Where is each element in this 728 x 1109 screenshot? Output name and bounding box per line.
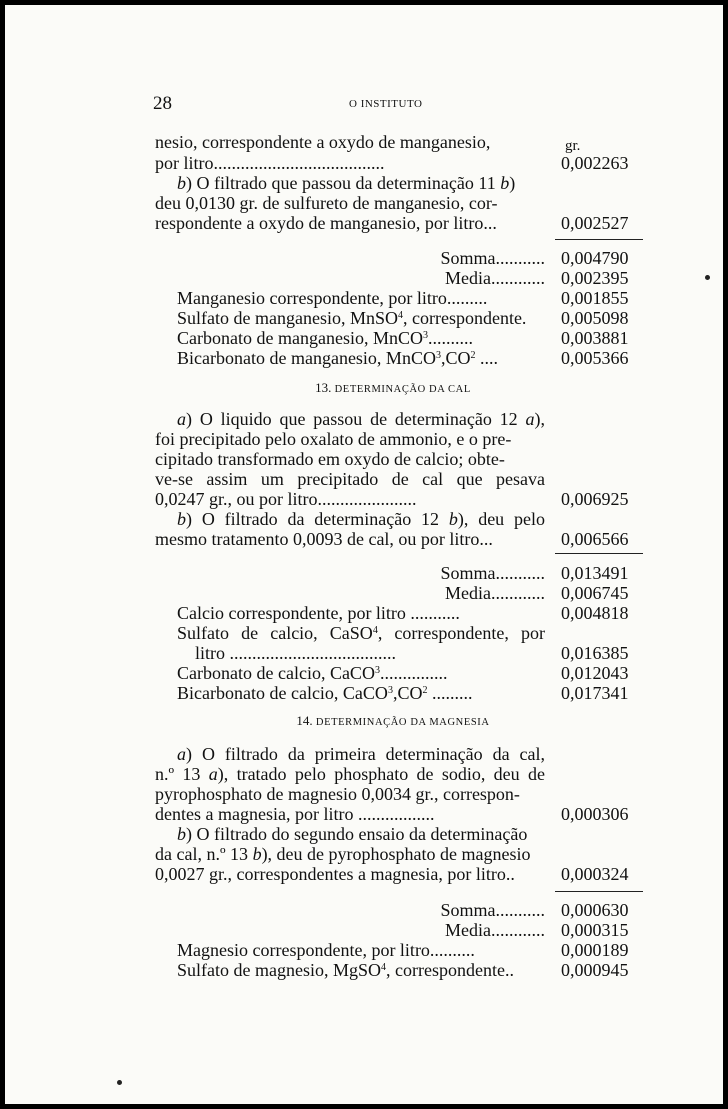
result-label: litro .....................................: [195, 643, 396, 663]
italic-letter: b: [177, 173, 186, 193]
text-span: Bicarbonato de calcio, CaCO: [177, 683, 388, 703]
somma-value: 0,013491: [561, 563, 629, 583]
result-value: 0,012043: [561, 663, 629, 683]
italic-letter: b: [177, 824, 186, 844]
result-label: [177, 328, 545, 348]
italic-letter: b: [177, 509, 186, 529]
somma-value: 0,000630: [561, 900, 629, 920]
running-title: O INSTITUTO: [349, 98, 423, 110]
result-value: 0,005098: [561, 308, 629, 328]
somma-label: Somma...........: [440, 563, 545, 583]
text-span: .........: [427, 683, 473, 703]
text-line: ve-se assim um precipitado de cal que pesava: [155, 469, 545, 489]
text-span: ), deu de pyrophosphato de magnesio: [261, 844, 531, 864]
sum-rule: [555, 239, 643, 240]
result-value: 0,001855: [561, 288, 629, 308]
text-span: ),: [534, 409, 545, 429]
text-line: [177, 509, 545, 529]
result-label: [177, 623, 545, 643]
text-line: 0,0247 gr., ou por litro......................: [155, 489, 417, 509]
italic-letter: a: [208, 764, 218, 784]
text-line: nesio, correspondente a oxydo de manganesio,: [155, 132, 491, 152]
result-label: Magnesio correspondente, por litro..........: [177, 940, 475, 960]
result-value: 0,016385: [561, 643, 629, 663]
result-value: 0,005366: [561, 348, 629, 368]
media-label: Media............: [445, 920, 545, 940]
page-number: 28: [153, 93, 172, 114]
text-span: da cal, n.º 13: [155, 844, 253, 864]
italic-letter: b: [448, 509, 458, 529]
sum-rule: [555, 553, 643, 554]
text-line: pyrophosphato de magnesio 0,0034 gr., correspon-: [155, 784, 520, 804]
result-label: [177, 663, 545, 683]
section-number: 14.: [296, 713, 313, 728]
text-line: [155, 844, 545, 864]
media-value: 0,002395: [561, 268, 629, 288]
italic-letter: a: [525, 409, 535, 429]
result-label: [177, 683, 545, 703]
italic-letter: a: [177, 409, 186, 429]
text-span: ) O filtrado da determinação 12: [186, 509, 449, 529]
book-page: [5, 5, 723, 1104]
superscript: 2: [470, 350, 476, 361]
text-span: ) O liquido que passou de determinação 12: [186, 409, 526, 429]
value: 0,000306: [561, 804, 629, 824]
superscript: 2: [422, 685, 428, 696]
italic-letter: a: [177, 744, 186, 764]
text-line: [177, 409, 545, 429]
result-label: Manganesio correspondente, por litro.........: [177, 288, 488, 308]
italic-letter: b: [500, 173, 510, 193]
text-span: Carbonato de calcio, CaCO: [177, 663, 375, 683]
text-span: , correspondente..: [386, 960, 514, 980]
sum-rule: [555, 891, 643, 892]
result-value: 0,017341: [561, 683, 629, 703]
result-value: 0,004818: [561, 603, 629, 623]
text-span: Sulfato de calcio, CaSO: [177, 623, 373, 643]
result-label: [177, 308, 545, 328]
text-line: dentes a magnesia, por litro .................: [155, 804, 435, 824]
text-span: ) O filtrado que passou da determinação 11: [186, 173, 501, 193]
somma-label: Somma...........: [440, 248, 545, 268]
italic-letter: b: [252, 844, 262, 864]
text-line: deu 0,0130 gr. de sulfureto de manganesio, cor-: [155, 193, 498, 213]
superscript: 3: [374, 665, 380, 676]
text-line: cipitado transformado em oxydo de calcio; obte-: [155, 449, 505, 469]
section-number: 13.: [315, 380, 332, 395]
text-line: 0,0027 gr., correspondentes a magnesia, por litro..: [155, 864, 515, 884]
section-title: DETERMINAÇÃO DA MAGNESIA: [315, 717, 490, 728]
result-value: 0,000945: [561, 960, 629, 980]
text-span: n.º 13: [155, 764, 209, 784]
media-label: Media............: [445, 268, 545, 288]
media-value: 0,000315: [561, 920, 629, 940]
superscript: 4: [397, 310, 403, 321]
text-line: por litro......................................: [155, 153, 385, 173]
text-line: [155, 764, 545, 784]
value: 0,006566: [561, 529, 629, 549]
value: 0,002263: [561, 153, 629, 173]
result-label: [177, 960, 545, 980]
text-span: ), tratado pelo phosphato de sodio, deu de: [217, 764, 545, 784]
text-span: ) O filtrado do segundo ensaio da determinação: [186, 824, 528, 844]
page-speck: [117, 1080, 122, 1085]
superscript: 3: [422, 330, 428, 341]
text-span: ,CO: [440, 348, 471, 368]
superscript: 4: [372, 625, 378, 636]
superscript: 3: [435, 350, 441, 361]
section-title: DETERMINAÇÃO DA CAL: [334, 384, 471, 395]
page-speck: [705, 275, 710, 280]
value: 0,002527: [561, 213, 629, 233]
media-value: 0,006745: [561, 583, 629, 603]
text-span: ....: [475, 348, 498, 368]
superscript: 3: [387, 685, 393, 696]
text-span: Carbonato de manganesio, MnCO: [177, 328, 423, 348]
result-value: 0,000189: [561, 940, 629, 960]
text-line: [177, 824, 545, 844]
somma-value: 0,004790: [561, 248, 629, 268]
result-label: [177, 348, 545, 368]
text-line: foi precipitado pelo oxalato de ammonio, e o pre-: [155, 429, 512, 449]
media-label: Media............: [445, 583, 545, 603]
text-line: mesmo tratamento 0,0093 de cal, ou por litro...: [155, 529, 493, 549]
text-span: ...............: [379, 663, 448, 683]
text-line: respondente a oxydo de manganesio, por litro...: [155, 213, 497, 233]
text-line: [177, 744, 545, 764]
result-label: Calcio correspondente, por litro ...........: [177, 603, 460, 623]
superscript: 4: [381, 962, 386, 973]
value: 0,000324: [561, 864, 629, 884]
text-span: Sulfato de manganesio, MnSO: [177, 308, 398, 328]
text-span: ..........: [427, 328, 473, 348]
section-heading: [155, 713, 631, 729]
text-span: Bicarbonato de manganesio, MnCO: [177, 348, 436, 368]
text-span: ): [509, 173, 516, 193]
text-span: , correspondente, por: [377, 623, 545, 643]
text-span: ) O filtrado da primeira determinação da cal,: [186, 744, 545, 764]
text-span: ,CO: [392, 683, 423, 703]
result-value: 0,003881: [561, 328, 629, 348]
text-line: [177, 173, 545, 193]
text-span: , correspondente.: [402, 308, 527, 328]
value: 0,006925: [561, 489, 629, 509]
unit-label: gr.: [565, 138, 581, 154]
section-heading: [155, 380, 631, 396]
text-span: ), deu pelo: [457, 509, 546, 529]
text-span: Sulfato de magnesio, MgSO: [177, 960, 381, 980]
somma-label: Somma...........: [440, 900, 545, 920]
